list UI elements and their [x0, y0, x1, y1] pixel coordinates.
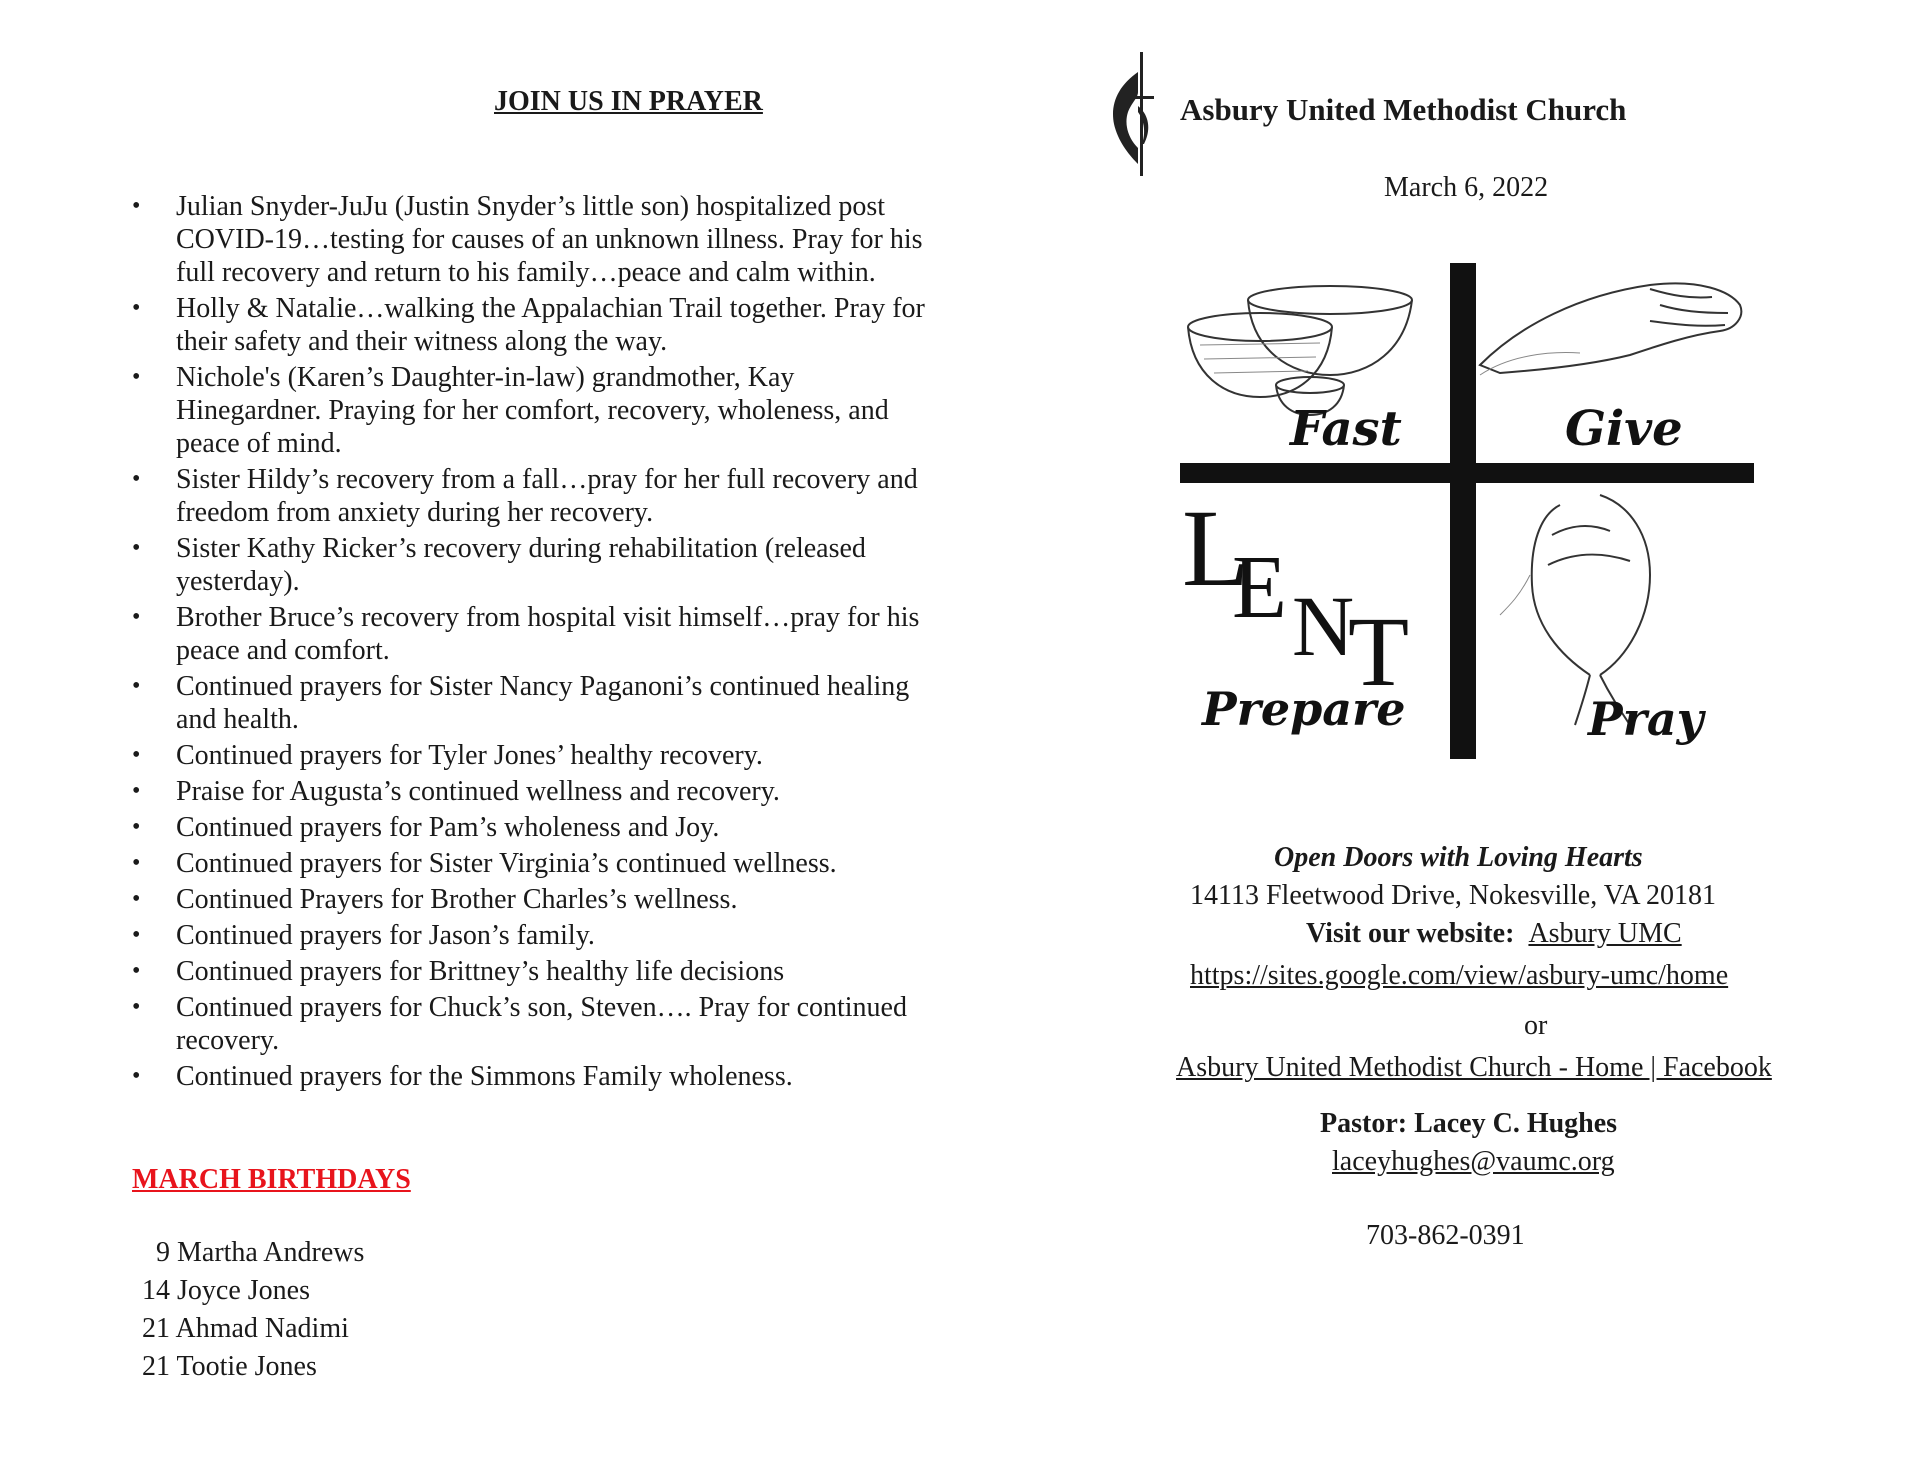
prayer-heading: JOIN US IN PRAYER — [494, 86, 763, 117]
prayer-item: • Continued prayers for Tyler Jones’ healthy recovery. — [132, 739, 932, 772]
visit-website — [1306, 918, 1682, 950]
birthday-item — [132, 1348, 364, 1386]
birthday-list — [132, 1234, 364, 1386]
church-phone: 703-862-0391 — [1366, 1220, 1525, 1251]
prayer-item: • Continued prayers for Jason’s family. — [132, 919, 932, 952]
lent-wordmark — [1182, 487, 1409, 707]
pastor-email-link[interactable]: laceyhughes@vaumc.org — [1332, 1146, 1615, 1177]
give-label: Give — [1565, 401, 1683, 457]
birthday-item — [132, 1272, 364, 1310]
bulletin-date: March 6, 2022 — [1384, 172, 1549, 203]
open-hand-icon — [1480, 283, 1741, 375]
bowls-icon — [1188, 286, 1412, 415]
prayer-item: • Julian Snyder-JuJu (Justin Snyder’s little son) hospitalized post COVID-19…testing for causes of an unknown illness. Pray for his full recovery and return to his family…peace and calm within. — [132, 190, 932, 289]
prayer-item: • Continued prayers for Sister Virginia’s continued wellness. — [132, 847, 932, 880]
birthday-day: 21 — [142, 1351, 170, 1382]
prayer-item: • Brother Bruce’s recovery from hospital visit himself…pray for his peace and comfort. — [132, 601, 932, 667]
pastor-name: Pastor: Lacey C. Hughes — [1320, 1108, 1618, 1139]
birthday-name: Ahmad Nadimi — [175, 1313, 349, 1344]
prayer-item: • Continued prayers for Chuck’s son, Steven…. Pray for continued recovery. — [132, 991, 932, 1057]
cross-horizontal-bar — [1180, 463, 1754, 483]
lent-letter-n: N — [1292, 578, 1355, 674]
prayer-item: • Continued prayers for Brittney’s healthy life decisions — [132, 955, 932, 988]
lent-letter-t: T — [1348, 596, 1410, 707]
prayer-item: • Sister Hildy’s recovery from a fall…pray for her full recovery and freedom from anxiety during her recovery. — [132, 463, 932, 529]
birthday-name: Martha Andrews — [177, 1237, 365, 1268]
fast-label: Fast — [1290, 401, 1402, 457]
lent-letter-l: L — [1182, 487, 1250, 609]
cross-and-flame-icon — [1108, 52, 1164, 176]
birthday-name: Joyce Jones — [177, 1275, 310, 1306]
website-link[interactable]: Asbury UMC — [1528, 918, 1682, 949]
prayer-item: • Sister Kathy Ricker’s recovery during rehabilitation (released yesterday). — [132, 532, 932, 598]
visit-label: Visit our website: — [1306, 918, 1515, 949]
or-text: or — [1524, 1010, 1548, 1041]
lent-letter-e: E — [1232, 538, 1287, 637]
birthday-day: 21 — [142, 1313, 170, 1344]
birthdays-heading: MARCH BIRTHDAYS — [132, 1164, 411, 1195]
right-panel — [1100, 0, 1920, 1484]
birthday-item — [132, 1310, 364, 1348]
birthday-name: Tootie Jones — [176, 1351, 317, 1382]
praying-hands-icon — [1500, 495, 1650, 725]
website-url-link[interactable]: https://sites.google.com/view/asbury-umc/home — [1190, 960, 1729, 991]
cross-vertical-bar — [1450, 263, 1476, 759]
prayer-item: • Praise for Augusta’s continued wellness and recovery. — [132, 775, 932, 808]
prayer-item: • Continued Prayers for Brother Charles’s wellness. — [132, 883, 932, 916]
prepare-label: Prepare — [1202, 682, 1406, 736]
church-motto: Open Doors with Loving Hearts — [1274, 842, 1643, 873]
church-name: Asbury United Methodist Church — [1180, 92, 1627, 127]
birthday-day: 9 — [156, 1237, 170, 1268]
church-address: 14113 Fleetwood Drive, Nokesville, VA 20181 — [1190, 880, 1717, 911]
birthday-day: 14 — [142, 1275, 170, 1306]
facebook-link[interactable]: Asbury United Methodist Church - Home | Facebook — [1176, 1052, 1772, 1083]
prayer-item: • Continued prayers for the Simmons Family wholeness. — [132, 1060, 932, 1093]
birthday-item — [132, 1234, 364, 1272]
prayer-item: • Nichole's (Karen’s Daughter-in-law) grandmother, Kay Hinegardner. Praying for her comfort, recovery, wholeness, and peace of mind. — [132, 361, 932, 460]
prayer-item: • Continued prayers for Sister Nancy Paganoni’s continued healing and health. — [132, 670, 932, 736]
prayer-item: • Continued prayers for Pam’s wholeness and Joy. — [132, 811, 932, 844]
prayer-list — [132, 190, 932, 1096]
pray-label: Pray — [1588, 692, 1704, 746]
lent-illustration — [1180, 255, 1780, 765]
prayer-item: • Holly & Natalie…walking the Appalachian Trail together. Pray for their safety and their witness along the way. — [132, 292, 932, 358]
